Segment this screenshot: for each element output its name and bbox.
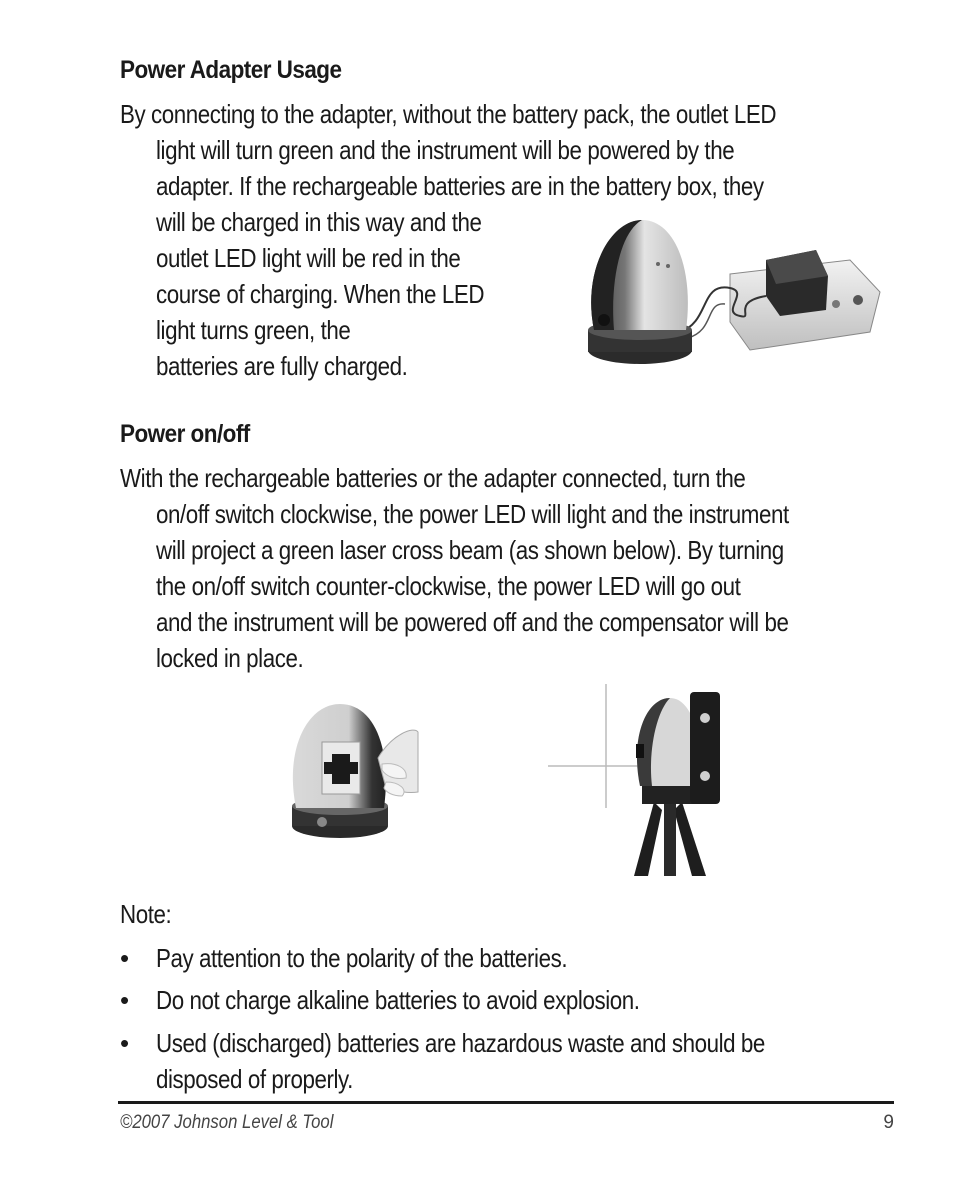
paragraph-line: adapter. If the rechargeable batteries are in the battery box, they: [156, 171, 764, 201]
footer-copyright: ©2007 Johnson Level & Tool: [120, 1112, 334, 1133]
bullet-text: Used (discharged) batteries are hazardous waste and should be: [156, 1028, 765, 1058]
paragraph-line: light will turn green and the instrument will be powered by the: [156, 135, 735, 165]
paragraph-line: on/off switch clockwise, the power LED will light and the instrument: [156, 499, 789, 529]
instrument-with-adapter-photo: [580, 212, 890, 372]
bullet-text: Do not charge alkaline batteries to avoid explosion.: [156, 985, 640, 1015]
bullet-marker: •: [120, 985, 130, 1015]
paragraph-line: outlet LED light will be red in the: [156, 243, 461, 273]
paragraph-line: locked in place.: [156, 643, 304, 673]
paragraph-line: the on/off switch counter-clockwise, the power LED will go out: [156, 571, 741, 601]
paragraph-line: With the rechargeable batteries or the adapter connected, turn the: [120, 463, 746, 493]
page-number: 9: [883, 1112, 894, 1133]
bullet-text: disposed of properly.: [156, 1064, 353, 1094]
on-off-switch-photo: [282, 698, 422, 848]
paragraph-line: will be charged in this way and the: [156, 207, 482, 237]
heading-power-adapter-usage: Power Adapter Usage: [120, 56, 342, 84]
bullet-marker: •: [120, 1028, 130, 1058]
bullet-text: Pay attention to the polarity of the batteries.: [156, 943, 568, 973]
paragraph-line: batteries are fully charged.: [156, 351, 408, 381]
paragraph-line: light turns green, the: [156, 315, 351, 345]
paragraph-line: and the instrument will be powered off and the compensator will be: [156, 607, 789, 637]
heading-power-on-off: Power on/off: [120, 420, 250, 448]
laser-cross-beam-photo: [536, 682, 736, 878]
footer-divider: [118, 1101, 894, 1104]
note-label: Note:: [120, 899, 172, 929]
paragraph-line: will project a green laser cross beam (as shown below). By turning: [156, 535, 784, 565]
bullet-marker: •: [120, 943, 130, 973]
paragraph-line: course of charging. When the LED: [156, 279, 485, 309]
paragraph-line: By connecting to the adapter, without the battery pack, the outlet LED: [120, 99, 777, 129]
